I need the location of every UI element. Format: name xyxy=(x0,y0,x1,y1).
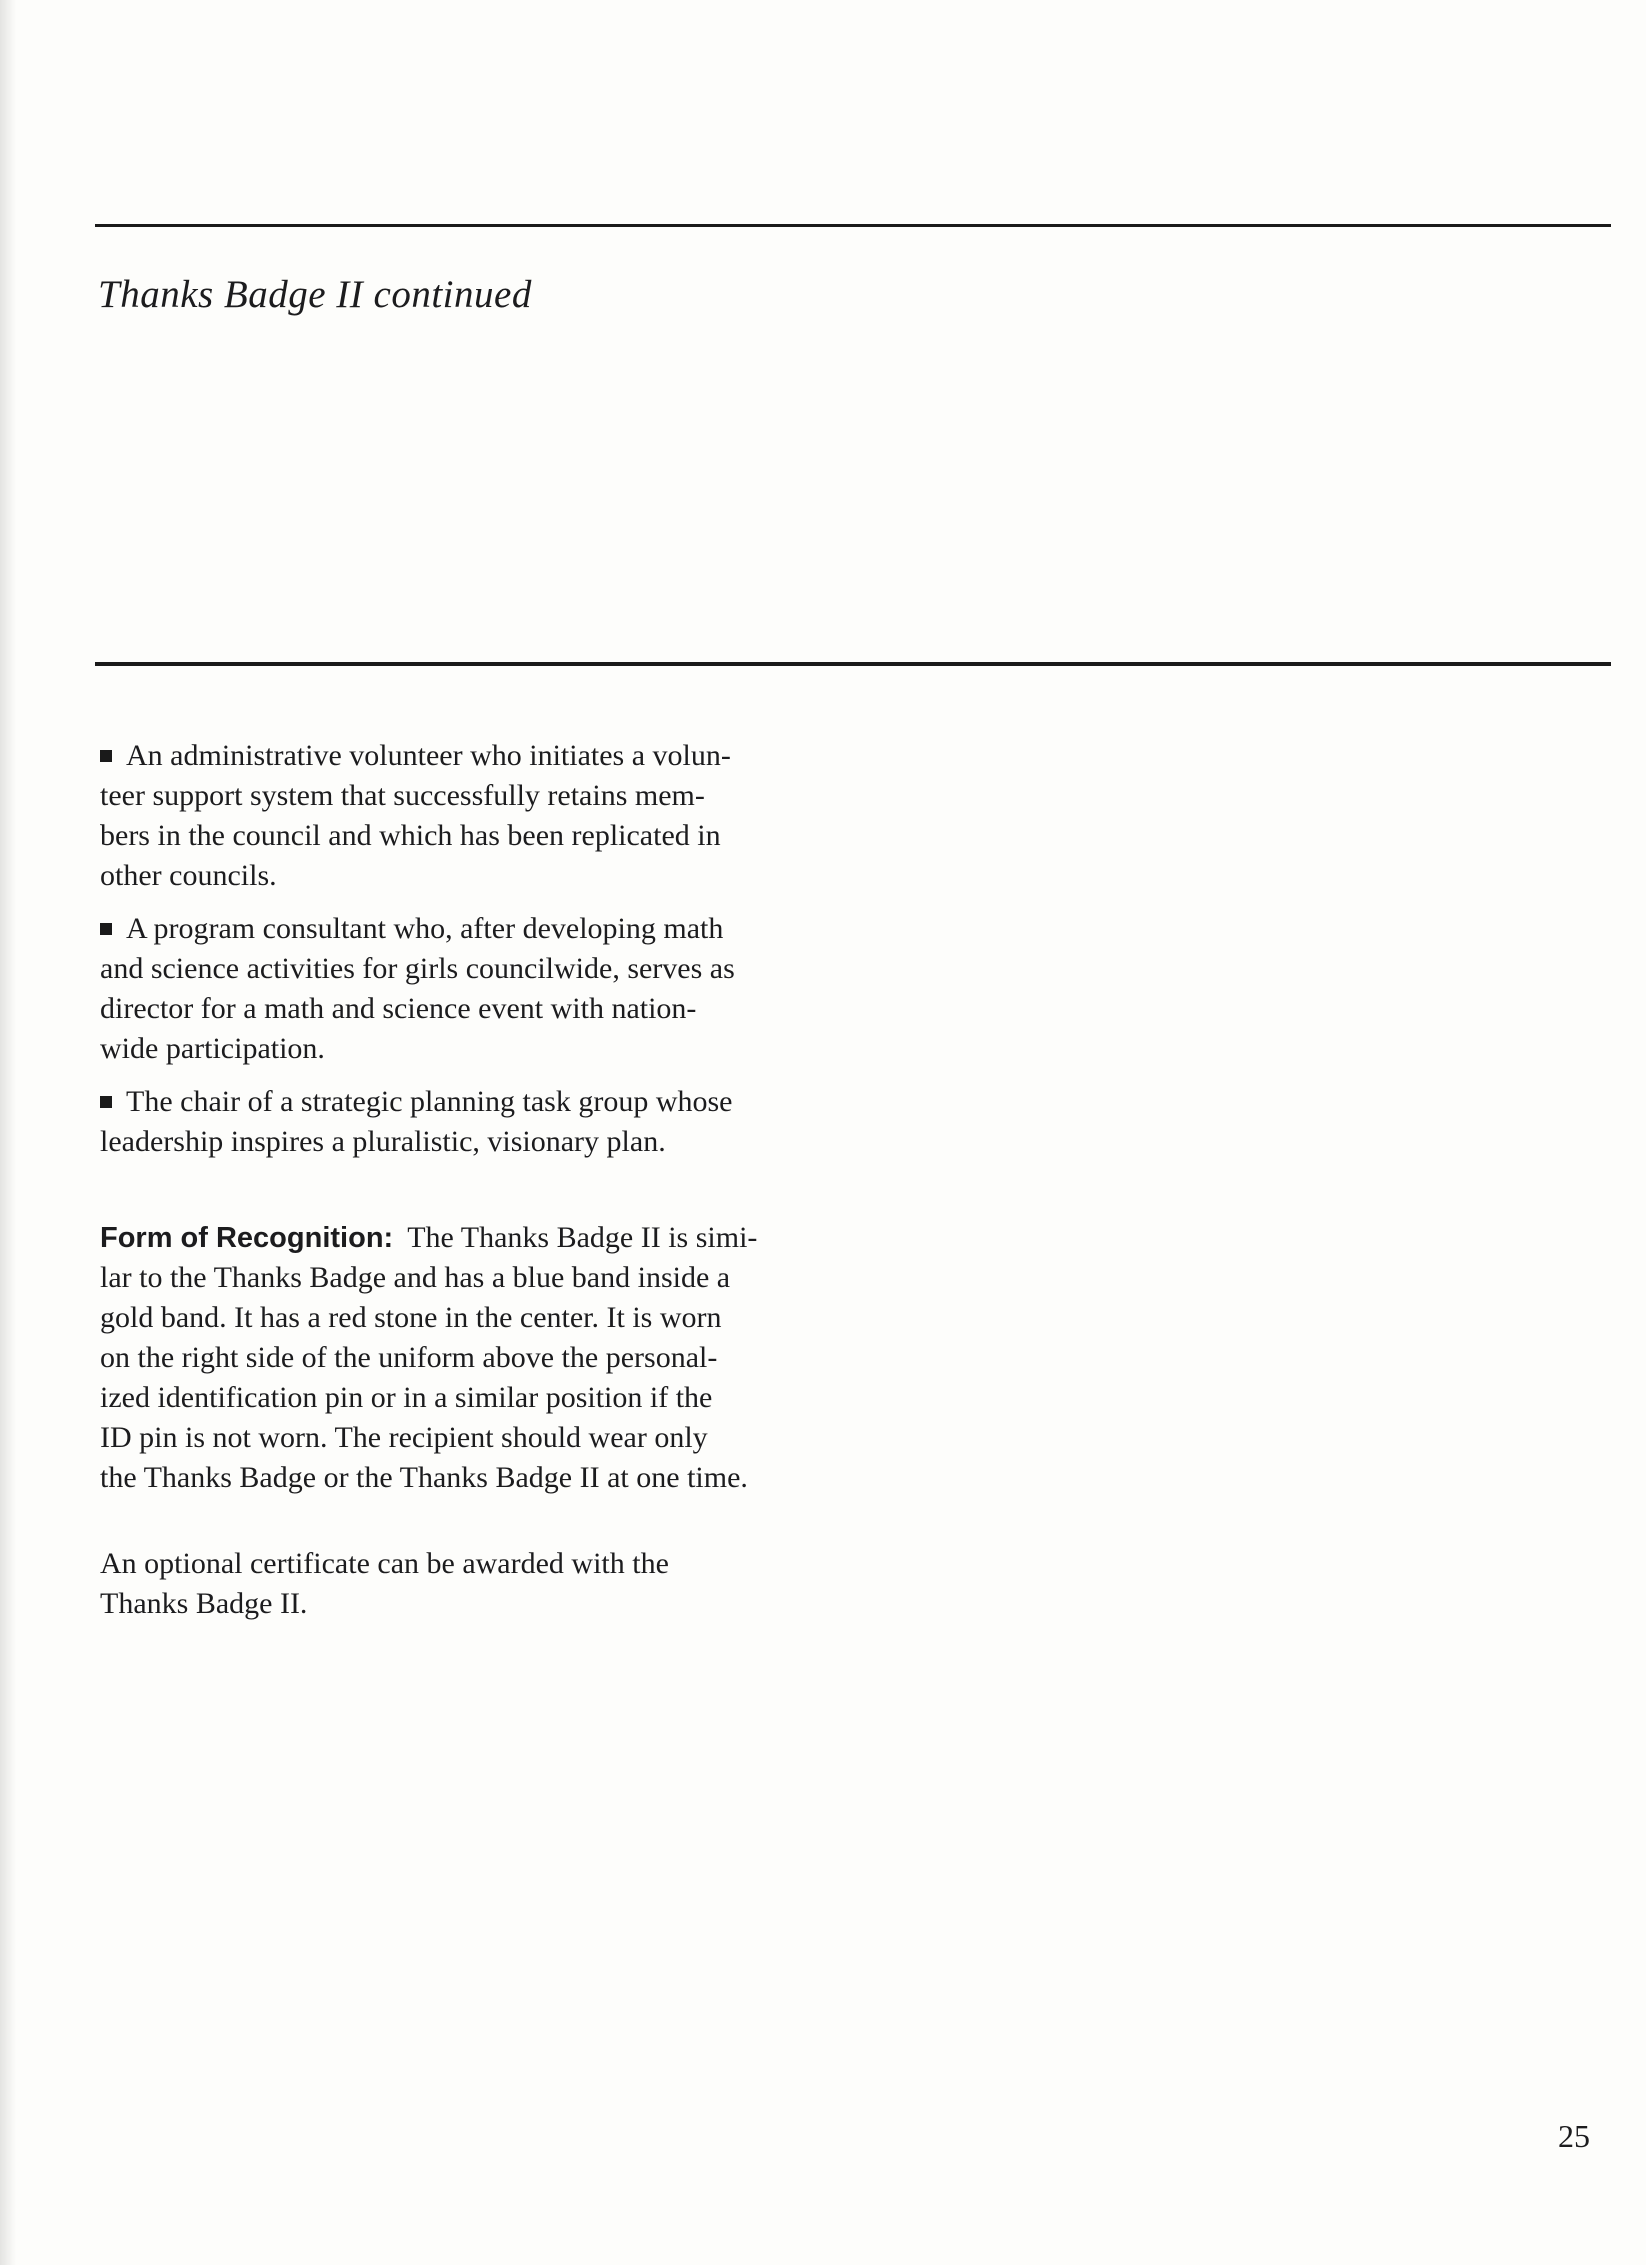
closing-paragraph: An optional certificate can be awarded with the Thanks Badge II. xyxy=(100,1547,669,1620)
body-column xyxy=(100,736,845,1624)
bullet-item xyxy=(100,736,845,896)
form-of-recognition-paragraph xyxy=(100,1218,845,1498)
bullet-text: A program consultant who, after developing math xyxy=(126,912,724,945)
bullet-continuation: leadership inspires a pluralistic, visionary plan. xyxy=(100,1125,666,1158)
page-number: 25 xyxy=(1558,2118,1590,2154)
bullet-item xyxy=(100,909,845,1069)
bullet-text: An administrative volunteer who initiates a volun- xyxy=(126,739,731,772)
bullet-text: The chair of a strategic planning task group whose xyxy=(126,1085,733,1118)
scan-edge-shading xyxy=(0,0,16,2265)
form-of-recognition-first-line xyxy=(100,1218,845,1258)
form-of-recognition-label: Form of Recognition: xyxy=(100,1222,394,1254)
form-of-recognition-lines: lar to the Thanks Badge and has a blue band inside a gold band. It has a red stone in the center. It is worn on the right side of the uniform above the personal- ized identification pin or in a similar position if the ID pin is not worn. The recipient should wear only the Thanks Badge or the Thanks Badge II at one time. xyxy=(100,1261,748,1494)
bullet-item xyxy=(100,1082,845,1162)
form-of-recognition-text: The Thanks Badge II is simi- xyxy=(407,1221,758,1254)
section-divider xyxy=(95,662,1611,666)
bullet-square-icon xyxy=(100,750,112,762)
bullet-square-icon xyxy=(100,1096,112,1108)
bullet-continuation: and science activities for girls councilwide, serves as director for a math and science event with nation- wide participation. xyxy=(100,952,735,1065)
bullet-continuation: teer support system that successfully retains mem- bers in the council and which has been replicated in other councils. xyxy=(100,779,721,892)
top-divider xyxy=(95,224,1611,227)
bullet-first-line xyxy=(100,736,845,776)
bullet-first-line xyxy=(100,909,845,949)
bullet-square-icon xyxy=(100,923,112,935)
page-title: Thanks Badge II continued xyxy=(98,273,532,316)
bullet-first-line xyxy=(100,1082,845,1122)
